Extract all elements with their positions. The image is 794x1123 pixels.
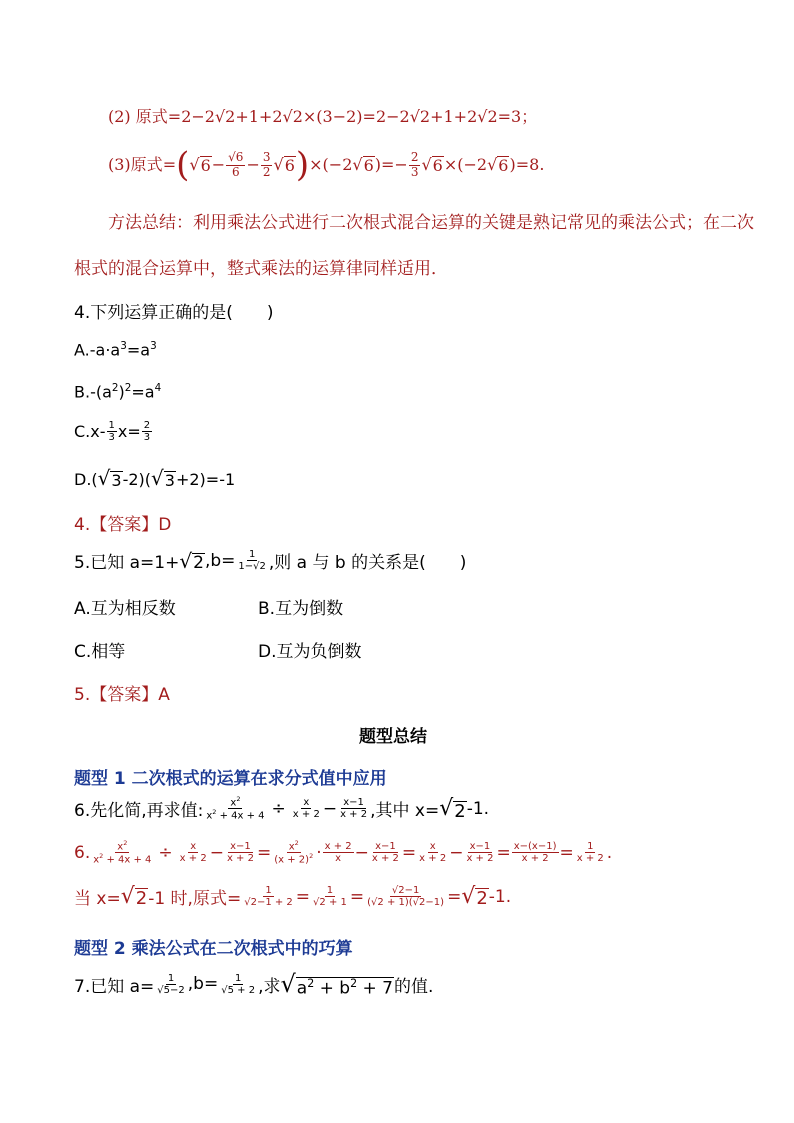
step-3-result: =8. (515, 155, 545, 174)
fraction-x-over-x-plus-2: $\frac{x}{x + 2}$ (292, 797, 320, 821)
big-right-paren: ) (295, 145, 310, 185)
type-1-heading: 题型 1 二次根式的运算在求分式值中应用 (74, 769, 387, 789)
q4-answer: 4.【答案】D (74, 515, 172, 535)
big-left-paren: ( (176, 145, 190, 185)
step-2-label: (2) (108, 107, 131, 126)
fraction-2-over-3-c: $\frac{2}{3}$ (143, 420, 151, 443)
q6-stem: 6.先化简,再求值: $\frac{x^2}{x^2 + 4x + 4}$ ÷ $\frac{x}{x + 2}$ − $\frac{x-1}{x + 2}$ ,其中 x= √ 2 -1. (74, 795, 490, 822)
fraction-x2-over-quadratic: $\frac{x^2}{x^2 + 4x + 4}$ (206, 795, 265, 822)
q4-option-b: $B.-(a^2)^2=a^4$ (74, 382, 162, 402)
q5-option-d: D.互为负倒数 (258, 642, 362, 662)
q4-option-d: D.( √ 3 -2)( √ 3 +2)=-1 (74, 466, 236, 491)
method-summary-text: 方法总结：利用乘法公式进行二次根式混合运算的关键是熟记常见的乘法公式；在二次根式的混合运算中，整式乘法的运算律同样适用． (74, 213, 754, 279)
step-2-line (108, 107, 537, 127)
q5-option-c: C.相等 (74, 642, 126, 662)
step-2-expression: =2−2√2+1+2√2×(3−2)=2−2√2+1+2√2=3； (167, 107, 538, 126)
fraction-1-over-sqrt5-minus-2: $\frac{1}{√5-2}$ (157, 972, 185, 996)
q6-substitution: 当 x= √ 2 -1 时,原式= $\frac{1}{√2-1 + 2}$ = $\frac{1}{√2 + 1}$ = $\frac{√2-1}{(√2 + 1)(√2-1)}$ = √ 2 -1. (74, 884, 512, 910)
step-3-yuanshi: 原式 (130, 155, 163, 174)
q4-option-a: $A.-a\cdot a^3=a^3$ (74, 340, 157, 360)
q5-option-a: A.互为相反数 (74, 599, 176, 619)
q4-option-c: C.x- $\frac{1}{3}$ x= $\frac{2}{3}$ (74, 420, 151, 443)
step-3-line: (3) 原式 = ( √ 6 − $\frac{√6}{6}$ − $\frac{3}{2}$ √ 6 ) ×(−2 √ 6 )=− $\frac{2}{3}$ √ 6 ×(−2 √ 6 ) =8. (108, 145, 545, 185)
fraction-x-minus-1-over-x-plus-2: $\frac{x-1}{x + 2}$ (340, 797, 368, 821)
type-2-heading: 题型 2 乘法公式在二次根式中的巧算 (74, 939, 353, 959)
q5-option-b: B.互为倒数 (258, 599, 344, 619)
q5-stem: 5.已知 a=1+ √ 2 ,b= $\frac{1}{1-√2}$ ,则 a 与 b 的关系是( ) (74, 548, 467, 573)
fraction-1-over-sqrt5-plus-2: $\frac{1}{√5 + 2}$ (221, 972, 256, 996)
q6-solution: 6. $\frac{x^2}{x^2 + 4x + 4}$ ÷ $\frac{x}{x + 2}$ − $\frac{x-1}{x + 2}$ = $\frac{x^2}{(x + 2)^2}$ · $\frac{x + 2}{x}$ − $\frac{x-1}{x + 2}$ = $\frac{x}{x + 2}$ − $\frac{x-1}{x + 2}$ = $\frac{x-(x-1)}{x + 2}$ = $\frac{1}{x + 2}$ . (74, 839, 613, 866)
fraction-2-over-3: $\frac{2}{3}$ (410, 150, 419, 179)
q4-stem: 4.下列运算正确的是( ) (74, 303, 274, 323)
fraction-1-over-1-minus-sqrt2: $\frac{1}{1-√2}$ (238, 549, 266, 572)
step-3-label: (3) (108, 155, 131, 174)
section-title: 题型总结 (359, 727, 427, 747)
method-summary (74, 200, 754, 292)
fraction-sqrt6-over-6: $\frac{√6}{6}$ (228, 150, 244, 179)
radical-6: √ 6 (189, 155, 211, 176)
q7-stem: 7.已知 a= $\frac{1}{√5-2}$ ,b= $\frac{1}{√5 + 2}$ ,求 √ $a^2 + b^2 + 7$ 的值. (74, 970, 434, 999)
q5-answer: 5.【答案】A (74, 685, 170, 705)
radical-6b: √ 6 (273, 155, 295, 176)
fraction-3-over-2: $\frac{3}{2}$ (262, 150, 271, 179)
fraction-1-over-3: $\frac{1}{3}$ (108, 420, 115, 443)
radical-a2-b2-7: √ $a^2 + b^2 + 7$ (280, 970, 393, 999)
step-2-yuanshi: 原式 (135, 107, 168, 126)
